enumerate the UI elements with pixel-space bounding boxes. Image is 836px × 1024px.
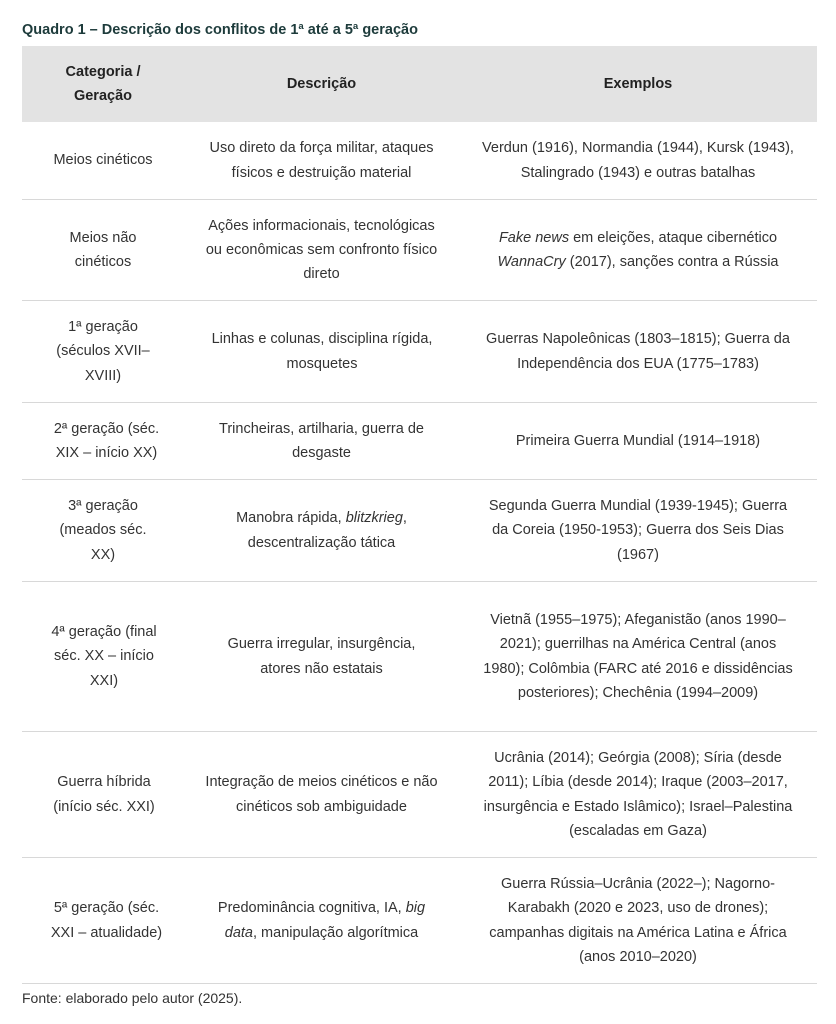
- cell-exemplos: Guerras Napoleônicas (1803–1815); Guerra da Independência dos EUA (1775–1783): [459, 301, 817, 403]
- cell-descricao: [184, 858, 459, 984]
- cell-descricao: [184, 403, 459, 480]
- exemplos-text-mid: em eleições, ataque cibernético: [569, 229, 778, 246]
- cell-exemplos: [459, 732, 817, 858]
- cell-categoria: [22, 732, 184, 858]
- cell-descricao: [184, 301, 459, 403]
- cell-descricao-text: Integração de meios cinéticos e não cinéticos sob ambiguidade: [205, 774, 438, 815]
- conflicts-table: [22, 46, 817, 984]
- header-exemplos: Exemplos: [459, 46, 817, 122]
- cell-exemplos: Primeira Guerra Mundial (1914–1918): [459, 403, 817, 480]
- table-row: [22, 200, 817, 301]
- table-row: [22, 122, 817, 200]
- cell-exemplos: [459, 200, 817, 301]
- table-row: [22, 858, 817, 984]
- cell-descricao: Uso direto da força militar, ataques físicos e destruição material: [184, 122, 459, 200]
- header-descricao: Descrição: [184, 46, 459, 122]
- table-header: [22, 46, 817, 122]
- cell-categoria-text: 4ª geração (final séc. XX – início XXI): [51, 624, 157, 689]
- cell-exemplos-text: Ucrânia (2014); Geórgia (2008); Síria (desde 2011); Líbia (desde 2014); Iraque (2003–2017, insurgência e Estado Islâmico); Israel–Palestina (escaladas em Gaza): [483, 749, 793, 839]
- cell-categoria: Meios cinéticos: [22, 122, 184, 200]
- descricao-text-pre: Manobra rápida,: [236, 510, 346, 527]
- cell-categoria-text: Meios não cinéticos: [69, 229, 137, 270]
- cell-exemplos: [459, 858, 817, 984]
- table-row: [22, 403, 817, 480]
- cell-categoria-text: 2ª geração (séc. XIX – início XX): [53, 420, 160, 461]
- cell-exemplos-text: Segunda Guerra Mundial (1939-1945); Guerra da Coreia (1950-1953); Guerra dos Seis Dias (1967): [488, 498, 788, 563]
- cell-descricao-text: Linhas e colunas, disciplina rígida, mosquetes: [211, 331, 433, 372]
- header-categoria-text: Categoria / Geração: [65, 64, 141, 104]
- cell-categoria: [22, 200, 184, 301]
- fake-news-term: Fake news: [498, 229, 570, 246]
- cell-descricao: [184, 582, 459, 732]
- table-row: [22, 582, 817, 732]
- cell-descricao: [184, 732, 459, 858]
- cell-exemplos: Verdun (1916), Normandia (1944), Kursk (1943), Stalingrado (1943) e outras batalhas: [459, 122, 817, 200]
- cell-categoria: [22, 480, 184, 582]
- cell-exemplos: [459, 480, 817, 582]
- wannacry-term: WannaCry: [497, 254, 566, 270]
- table-source: Fonte: elaborado pelo autor (2025).: [22, 990, 243, 1006]
- exemplos-text-end: (2017), sanções contra a Rússia: [565, 254, 779, 270]
- cell-descricao: Ações informacionais, tecnológicas ou econômicas sem confronto físico direto: [184, 200, 459, 301]
- blitzkrieg-term: blitzkrieg: [345, 510, 403, 527]
- cell-categoria-text: 1ª geração (séculos XVII–XVIII): [56, 319, 150, 384]
- table-row: [22, 301, 817, 403]
- cell-descricao: [184, 480, 459, 582]
- cell-categoria-text: 5ª geração (séc. XXI – atualidade): [50, 900, 163, 941]
- cell-descricao-text: Guerra irregular, insurgência, atores não estatais: [227, 636, 416, 677]
- descricao-text-post: , descentralização tática: [247, 510, 407, 551]
- table-title: Quadro 1 – Descrição dos conflitos de 1ª até a 5ª geração: [22, 22, 418, 38]
- cell-exemplos-text: Guerra Rússia–Ucrânia (2022–); Nagorno-Karabakh (2020 e 2023, uso de drones); campanhas digitais na América Latina e África (anos 2010–2020): [489, 875, 787, 965]
- cell-descricao-text: Trincheiras, artilharia, guerra de desgaste: [219, 420, 424, 461]
- cell-categoria: [22, 403, 184, 480]
- cell-exemplos: [459, 582, 817, 732]
- cell-categoria: [22, 858, 184, 984]
- header-categoria: [22, 46, 184, 122]
- cell-descricao-text: [222, 506, 422, 555]
- descricao-text-pre: Predominância cognitiva, IA,: [217, 900, 406, 917]
- cell-categoria: [22, 301, 184, 403]
- cell-categoria-text: 3ª geração (meados séc. XX): [59, 498, 147, 563]
- cell-descricao-text: [207, 896, 437, 945]
- cell-categoria-text: Guerra híbrida (início séc. XXI): [53, 774, 155, 815]
- big-data-term: big data: [224, 900, 426, 941]
- table-row: [22, 480, 817, 582]
- descricao-text-post: , manipulação algorítmica: [253, 924, 419, 941]
- cell-exemplos-text: Vietnã (1955–1975); Afeganistão (anos 1990–2021); guerrilhas na América Central (anos 1980); Colômbia (FARC até 2016 e dissidências posteriores); Chechênia (1994–2009): [483, 611, 793, 701]
- cell-categoria: [22, 582, 184, 732]
- table-row: [22, 732, 817, 858]
